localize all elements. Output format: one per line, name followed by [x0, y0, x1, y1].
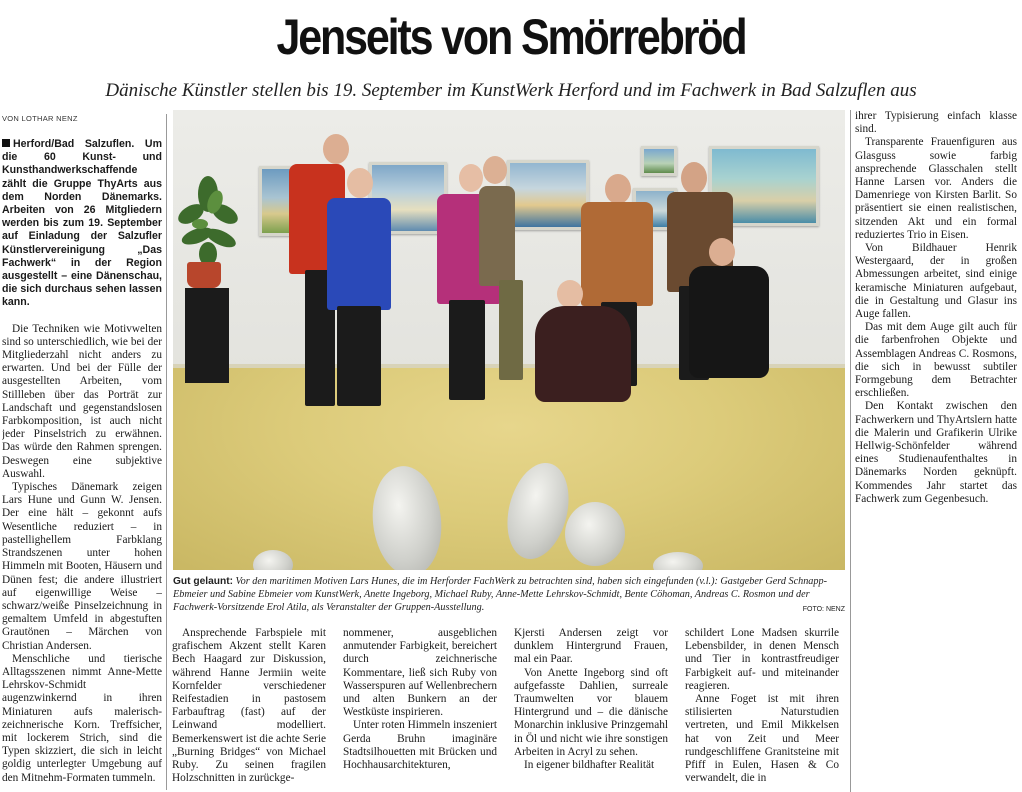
paragraph: Typisches Dänemark zeigen Lars Hune und Gunn W. Jensen. Der eine hält – gekonnt aufs Wesentliche reduziert – in pastellighellem Farbklang Strandszenen unter hohen Himmeln mit Booten, Häusern und Dünen fest; die andere illustriert auf eigenwillige Weise – schwarz/weiße Pinselzeichnung in gemaltem Umfeld in abgestuften Grautönen – Märchen von Christian Andersen. [2, 481, 162, 652]
article-column-bottom-2 [343, 627, 497, 792]
caption-lead: Gut gelaunt: [173, 576, 233, 587]
paragraph: Von Bildhauer Henrik Westergaard, der in großen Abmessungen arbeitet, sind einige keramische Miniaturen aufgebaut, die in Gestaltung und Glasur ins Auge fallen. [855, 242, 1017, 321]
paragraph: Transparente Frauenfiguren aus Glasguss sowie farbig ansprechende Glasschalen stellt Hanne Larsen vor. Anders die Damenriege von Kirsten Barlit. So präsentiert sie einen realistischen, sitzenden Akt und ein formal reduziertes Trio in Eisen. [855, 136, 1017, 241]
headline: Jenseits von Smörrebröd [276, 9, 746, 65]
paragraph: Anne Foget ist mit ihren stilisierten Naturstudien vertreten, und Emil Mikkelsen hat von Zeit und Meer rundgeschliffene Granitsteine mit Pfiff in Eulen, Hasen & Co verwandelt, die in [685, 693, 839, 785]
column-divider [166, 114, 167, 790]
group-photo [173, 110, 845, 570]
article-column-left [2, 138, 162, 788]
byline: VON LOTHAR NENZ [2, 114, 78, 123]
granite-stone-sculpture [565, 502, 625, 566]
paragraph: Das mit dem Auge gilt auch für die farbenfrohen Objekte und Assemblagen Andreas C. Rosmons, die sich in bewusst subtiler Formgebung dem Betrachter erschließen. [855, 321, 1017, 400]
paragraph: Von Anette Ingeborg sind oft aufgefasste Dahlien, surreale Traumwelten vor blauem Hintergrund und – die dänische Monarchin inklusive Prinzgemahl in Öl und nicht wie ihre sonstigen Arbeiten in Acryl zu sehen. [514, 666, 668, 758]
paragraph: Kjersti Andersen zeigt vor dunklem Hintergrund Frauen, mal ein Paar. [514, 627, 668, 666]
column-divider [850, 110, 851, 792]
painting [507, 160, 589, 230]
paragraph: Unter roten Himmeln inszeniert Gerda Bruhn imaginäre Stadtsilhouetten mit Brücken und Hochhausarchitekturen, [343, 719, 497, 772]
pedestal [185, 288, 229, 383]
potted-plant-icon [175, 174, 241, 266]
paragraph: schildert Lone Madsen skurrile Lebensbilder, in denen Mensch und Tier in kontrastfreudiger Farbigkeit auf- und miteinander reagieren. [685, 627, 839, 692]
lead-paragraph [2, 138, 162, 310]
paragraph: Die Techniken wie Motivwelten sind so unterschiedlich, wie bei der Mitgliederzahl nicht anders zu erwarten. Und bei der Fülle der ausgestellten Arbeiten, vom Stillleben über das Porträt zur Landschaft und gegenstandslosen Farbkomposition, ist auch nicht jeder Pinselstrich zu erwähnen. Das würde den Rahmen sprengen. Deswegen eine subjektive Auswahl. [2, 322, 162, 480]
paragraph: Menschliche und tierische Alltagsszenen nimmt Anne-Mette Lehrskov-Schmidt augenzwinkernd in ihren Miniaturen aufs malerisch-zeichnerische Korn. Treffsicher, mit lockerem Strich, sind die Typen skizziert, die sich in leicht goldig unterlegter Umgebung auf den Mitnehm-Formaten tummeln. [2, 652, 162, 784]
photo-credit: FOTO: NENZ [802, 606, 845, 613]
article-column-bottom-3 [514, 627, 668, 792]
paragraph: In eigener bildhafter Realität [524, 759, 655, 772]
lead-text: Herford/Bad Salzuflen. Um die 60 Kunst- und Kunsthandwerkschaffende zählt die Gruppe ThyArts aus dem Norden Dänemarks. Arbeiten von 26 Mitgliedern werden bis zum 19. September auf Einladung der Salzufler Künstlervereinigung „Das Fachwerk“ in der Region ausgestellt – eine Dänenschau, die sich durchaus sehen lassen kann. [2, 138, 162, 309]
lead-square-icon [2, 139, 10, 147]
article-column-right [855, 110, 1017, 530]
paragraph: Den Kontakt zwischen den Fachwerkern und ThyArtslern hatte die Malerin und Grafikerin Ulrike Hellwig-Schönfelder während eines Studienaufenthaltes in Dänemarks Norden geknüpft. Kommendes Jahr startet das Fachwerk zum Gegenbesuch. [855, 400, 1017, 505]
paragraph: Ansprechende Farbspiele mit grafischem Akzent stellt Karen Bech Haagard zur Diskussion, während Hanne Jermiin weite Kornfelder verschiedener Reifestadien in pastosem Farbauftrag (fast) auf der Leinwand modelliert. Bemerkenswert ist die achte Serie „Burning Bridges“ von Michael Ruby. Zu seinen fragilen Holzschnitten in zurückge- [172, 627, 326, 785]
caption-text: Vor den maritimen Motiven Lars Hunes, die im Herforder FachWerk zu betrachten sind, haben sich eingefunden (v.l.): Gastgeber Gerd Schnapp-Ebmeier und Sabine Ebmeier vom KunstWerk, Anette Ingeborg, Michael Ruby, Anne-Mette Lehrskov-Schmidt, Bente Cöhoman, Andreas C. Rosmon und der Fachwerk-Vorsitzende Erol Atila, als Veranstalter der Gruppen-Ausstellung. [173, 576, 827, 613]
paragraph: ihrer Typisierung einfach klasse sind. [855, 110, 1017, 136]
article-column-bottom-4 [685, 627, 839, 792]
paragraph: nommener, ausgeblichen anmutender Farbigkeit, bereichert durch zeichnerische Kommentare, ließ sich Ruby von Wasserspuren auf Wellenbrechern und alten Bunkern an der Westküste inspirieren. [343, 627, 497, 719]
subheadline: Dänische Künstler stellen bis 19. September im KunstWerk Herford und im Fachwerk in Bad Salzuflen aus [105, 80, 917, 101]
flower-pot [187, 262, 221, 288]
photo-caption [173, 575, 845, 616]
article-column-bottom-1 [172, 627, 326, 792]
painting [641, 146, 677, 176]
